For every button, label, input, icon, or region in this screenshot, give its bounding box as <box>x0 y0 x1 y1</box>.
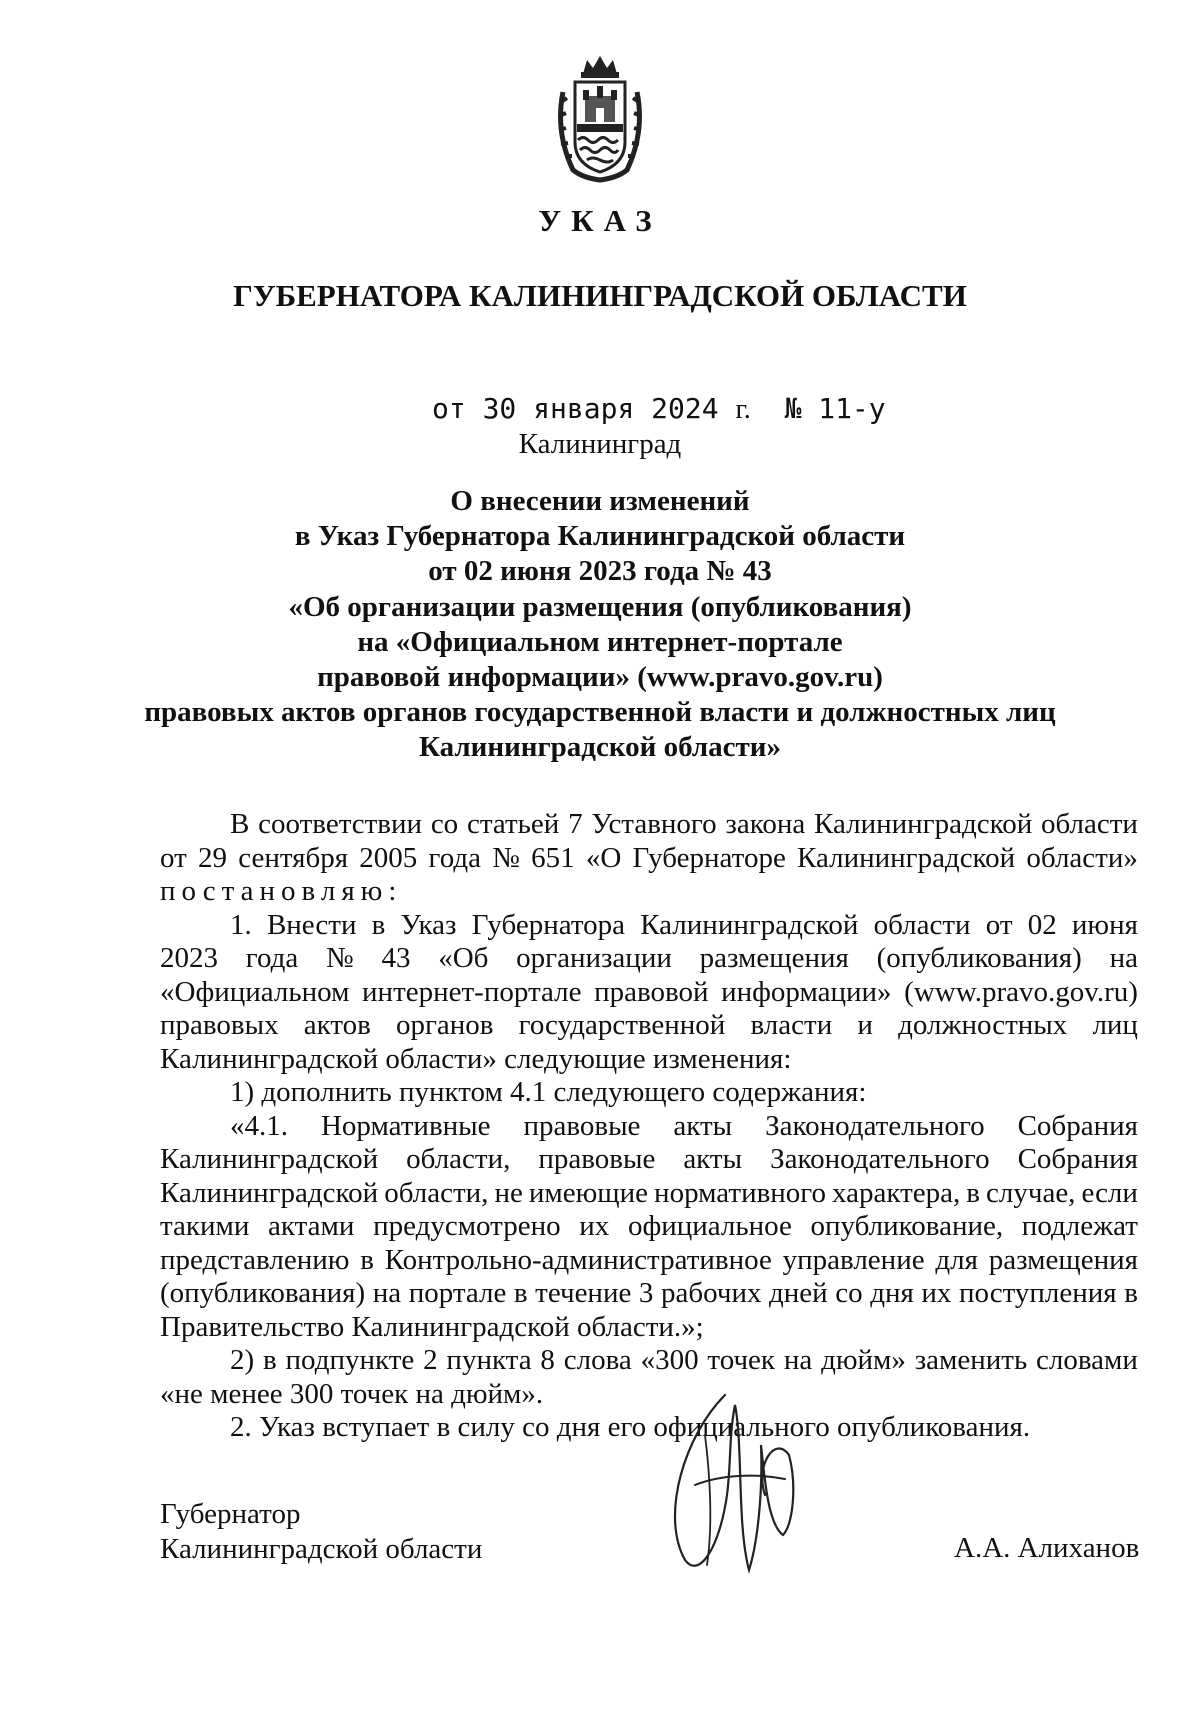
word: информации» <box>721 975 892 1008</box>
word: дюйм» <box>821 1344 906 1376</box>
document-date: 30 января 2024 <box>482 392 719 425</box>
body-line <box>160 1009 1138 1043</box>
word: актами <box>268 1210 355 1242</box>
word: точек <box>707 1344 776 1376</box>
date-prefix: от <box>432 392 466 425</box>
word: на <box>372 1277 402 1309</box>
word: словами <box>1036 1344 1138 1376</box>
body-line <box>160 942 1138 976</box>
word: 02 <box>1027 908 1057 941</box>
word: 3 <box>638 1277 654 1309</box>
word: правовых <box>160 1009 279 1041</box>
word: Указ <box>400 908 457 941</box>
title-line: от 02 июня 2023 года № 43 <box>428 555 772 588</box>
word: такими <box>160 1210 250 1242</box>
word: № <box>492 841 520 874</box>
signer-position-line: Калининградской области <box>160 1533 483 1565</box>
word: подпункте <box>285 1344 415 1376</box>
word: официальное <box>627 1210 792 1242</box>
body-line: «не менее 300 точек на дюйм». <box>160 1377 544 1410</box>
word: года <box>428 841 481 874</box>
word: (www.pravo.gov.ru) <box>904 975 1138 1008</box>
word: нормативного <box>654 1176 826 1209</box>
word: области» <box>1026 841 1138 874</box>
word: правовые <box>523 1109 641 1142</box>
word: (опубликования) <box>160 1277 366 1309</box>
coat-of-arms-icon <box>553 52 647 184</box>
word: их <box>921 1277 952 1309</box>
word: области <box>1041 808 1138 840</box>
word: предусмотрено <box>373 1210 561 1242</box>
word: 8 <box>540 1344 555 1376</box>
word: 2005 <box>359 841 418 874</box>
word: и <box>857 1009 873 1041</box>
word: № <box>326 942 354 974</box>
word: правовые <box>538 1143 656 1175</box>
body-line: 2. Указ вступает в силу со дня его официального опубликования. <box>230 1411 1031 1443</box>
word: не <box>494 1176 523 1209</box>
body-line <box>160 808 1138 842</box>
date-number-line <box>432 392 886 426</box>
word: портале <box>408 1277 507 1309</box>
word: должностных <box>898 1009 1068 1041</box>
word: государственной <box>518 1009 726 1041</box>
word: опубликование, <box>810 1210 1004 1242</box>
word: «Об <box>438 942 489 974</box>
word: 651 <box>531 841 575 874</box>
year-suffix: г. <box>735 394 751 425</box>
word: размещения <box>699 942 849 974</box>
word: актов <box>303 1009 371 1041</box>
word: со <box>835 1277 863 1309</box>
word: в <box>966 1176 980 1209</box>
body-line <box>160 842 1138 876</box>
word: соответствии <box>258 808 423 840</box>
body-line <box>160 1210 1138 1244</box>
word: от <box>160 841 187 874</box>
body-line <box>160 1143 1138 1177</box>
word: размещения <box>988 1243 1138 1276</box>
word: Внести <box>266 908 357 941</box>
issuer-heading: ГУБЕРНАТОРА КАЛИНИНГРАДСКОЙ ОБЛАСТИ <box>233 278 967 313</box>
word: Губернатора <box>471 908 626 941</box>
word: заменить <box>914 1344 1028 1376</box>
word: Собрания <box>1017 1109 1138 1142</box>
word: Калининградской <box>640 908 859 941</box>
word: лиц <box>1092 1009 1138 1041</box>
word: Калининградской <box>797 841 1016 874</box>
word: Калининградской <box>160 1176 379 1209</box>
word: пункта <box>446 1344 532 1376</box>
word: слова <box>563 1344 632 1376</box>
word: течение <box>535 1277 632 1309</box>
word: для <box>935 1243 978 1276</box>
word: 2 <box>423 1344 438 1376</box>
word: акты <box>683 1143 743 1175</box>
body-line <box>160 976 1138 1010</box>
word: акты <box>673 1109 733 1142</box>
word: (опубликования) <box>876 942 1082 974</box>
signer-position-line: Губернатор <box>160 1498 301 1530</box>
title-line: на «Официальном интернет-портале <box>357 625 843 658</box>
word: в <box>371 908 386 941</box>
word: Законодательного <box>770 1143 990 1175</box>
word: «О <box>585 841 622 874</box>
word: интернет-портале <box>362 975 582 1008</box>
word: года <box>245 942 299 974</box>
word: дней <box>769 1277 828 1309</box>
word: со <box>430 808 459 840</box>
word: 1. <box>230 908 252 941</box>
document-body <box>160 808 1138 1445</box>
word: 43 <box>381 942 411 974</box>
word: на <box>1109 942 1138 974</box>
word: в <box>1124 1277 1138 1309</box>
word: если <box>1081 1176 1138 1209</box>
body-line <box>160 1277 1138 1311</box>
word: Нормативные <box>320 1109 491 1142</box>
word: характера, <box>832 1176 961 1209</box>
word: В <box>230 808 250 840</box>
word: Законодательного <box>765 1109 985 1142</box>
word: 2) <box>230 1344 255 1376</box>
signer-name: А.А. Алиханов <box>954 1532 1140 1564</box>
body-line: постановляю: <box>160 875 403 907</box>
document-title <box>0 484 1200 766</box>
word: случае, <box>986 1176 1076 1209</box>
word: области, <box>406 1143 511 1175</box>
word: июня <box>1071 908 1138 941</box>
word: от <box>985 908 1013 941</box>
word: организации <box>516 942 672 974</box>
body-line: Калининградской области» следующие изменения: <box>160 1042 792 1075</box>
body-line: Правительство Калининградской области.»; <box>160 1310 704 1343</box>
word: поступления <box>958 1277 1117 1309</box>
body-line <box>160 1344 1138 1378</box>
word: имеющие <box>528 1176 649 1209</box>
title-line: в Указ Губернатора Калининградской области <box>294 520 906 553</box>
body-line: 1) дополнить пунктом 4.1 следующего содержания: <box>230 1076 867 1108</box>
word: Собрания <box>1017 1143 1138 1175</box>
handwritten-signature <box>665 1375 805 1585</box>
word: 29 <box>198 841 228 874</box>
word: в <box>263 1344 277 1376</box>
word: на <box>783 1344 813 1376</box>
title-line: правовой информации» (www.pravo.gov.ru) <box>317 661 883 694</box>
word: 7 <box>568 808 583 840</box>
word: правовой <box>594 975 709 1008</box>
word: Уставного <box>591 808 717 840</box>
word: статьей <box>466 808 560 840</box>
body-line <box>160 1244 1138 1278</box>
word: области, <box>384 1176 489 1209</box>
title-line: «Об организации размещения (опубликования) <box>288 590 912 623</box>
word: закона <box>725 808 806 840</box>
word: Калининградской <box>814 808 1033 840</box>
word: «300 <box>640 1344 699 1376</box>
title-line: правовых актов органов государственной власти и должностных лиц <box>144 696 1056 729</box>
word: их <box>579 1210 610 1242</box>
title-line: Калининградской области» <box>418 731 781 764</box>
body-line <box>160 909 1138 943</box>
word: рабочих <box>660 1277 762 1309</box>
document-type: УКАЗ <box>538 203 662 238</box>
body-line <box>160 1177 1138 1211</box>
word: 2023 <box>160 942 218 974</box>
body-line <box>160 1110 1138 1144</box>
word: Калининградской <box>160 1143 379 1175</box>
signer-position <box>160 1497 482 1567</box>
word: органов <box>395 1009 494 1041</box>
word: в <box>360 1243 374 1276</box>
word: подлежат <box>1021 1210 1138 1242</box>
word: представлению <box>160 1243 350 1276</box>
word: Контрольно-административное <box>384 1243 772 1276</box>
word: сентября <box>238 841 349 874</box>
word: в <box>513 1277 528 1309</box>
document-number: № 11-у <box>784 392 886 425</box>
word: «4.1. <box>230 1109 288 1142</box>
word: Губернаторе <box>632 841 786 874</box>
word: области <box>873 908 971 941</box>
city: Калининград <box>518 428 682 460</box>
word: власти <box>750 1009 833 1041</box>
title-line: О внесении изменений <box>450 485 750 517</box>
word: управление <box>782 1243 925 1276</box>
word: «Официальном <box>160 975 350 1008</box>
word: дня <box>870 1277 914 1309</box>
